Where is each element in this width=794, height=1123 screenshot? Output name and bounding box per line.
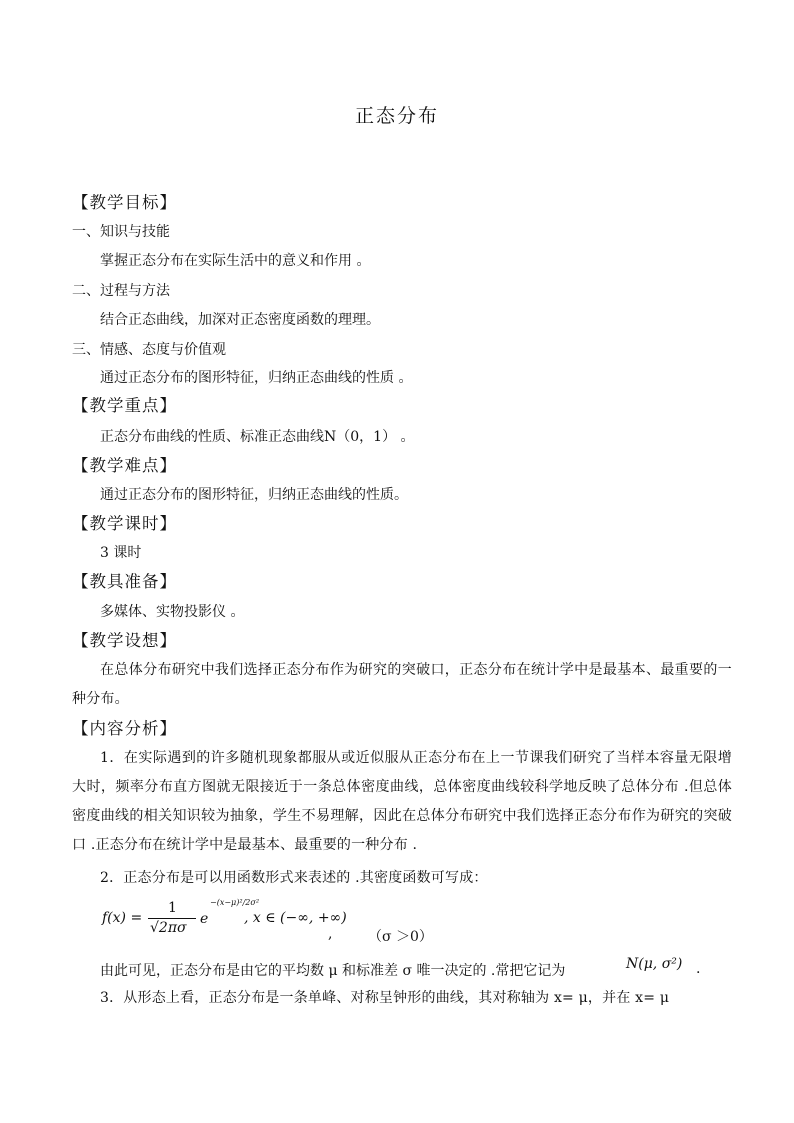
difficult-heading: 【教学难点】 bbox=[72, 456, 177, 475]
notation-period: . bbox=[696, 961, 701, 977]
formula-numerator: 1 bbox=[168, 900, 177, 916]
goal2-text: 结合正态曲线，加深对正态密度函数的理理。 bbox=[100, 312, 380, 328]
analysis-paragraph-4: 3．从形态上看，正态分布是一条单峰、对称呈钟形的曲线，其对称轴为 x= μ，并在 x= μ bbox=[100, 990, 670, 1006]
formula-domain: , x ∈ (−∞, +∞) bbox=[244, 910, 347, 926]
goal2-title: 二、过程与方法 bbox=[72, 283, 170, 299]
goals-heading: 【教学目标】 bbox=[72, 193, 177, 212]
document-title: 正态分布 bbox=[354, 105, 439, 127]
key-heading: 【教学重点】 bbox=[72, 396, 177, 415]
density-formula bbox=[100, 896, 520, 946]
formula-comma: , bbox=[328, 926, 333, 942]
goal1-text: 掌握正态分布在实际生活中的意义和作用 。 bbox=[100, 253, 371, 269]
formula-denominator: √2πσ bbox=[150, 920, 187, 936]
formula-exponent: −(x−μ)²/2σ² bbox=[210, 898, 260, 907]
hours-text: 3 课时 bbox=[100, 545, 142, 561]
tools-text: 多媒体、实物投影仪 。 bbox=[100, 604, 245, 620]
analysis-paragraph-3: 由此可见，正态分布是由它的平均数 μ 和标准差 σ 唯一决定的 .常把它记为 bbox=[100, 963, 566, 979]
formula-condition: （σ ＞0） bbox=[368, 929, 433, 945]
formula-lhs: f(x) = bbox=[102, 910, 143, 926]
hours-heading: 【教学课时】 bbox=[72, 514, 177, 533]
tools-heading: 【教具准备】 bbox=[72, 572, 177, 591]
key-text: 正态分布曲线的性质、标准正态曲线N（0，1） 。 bbox=[100, 429, 415, 445]
formula-e: e bbox=[200, 911, 209, 927]
design-text: 在总体分布研究中我们选择正态分布作为研究的突破口，正态分布在统计学中是最基本、最重要的一种分布。 bbox=[72, 662, 732, 707]
analysis-paragraph-1: 1．在实际遇到的许多随机现象都服从或近似服从正态分布在上一节课我们研究了当样本容量无限增大时，频率分布直方图就无限接近于一条总体密度曲线，总体密度曲线较科学地反映了总体分布 .但总体密度曲线的相关知识较为抽象，学生不易理解，因此在总体分布研究中我们选择正态分布作为研究的突破口 .正态分布在统计学中是最基本、最重要的一种分布 . bbox=[72, 750, 732, 853]
design-heading: 【教学设想】 bbox=[72, 631, 177, 650]
normal-notation: N(μ, σ²) bbox=[626, 956, 683, 972]
analysis-paragraph-2: 2．正态分布是可以用函数形式来表述的 .其密度函数可写成： bbox=[100, 870, 488, 886]
difficult-text: 通过正态分布的图形特征，归纳正态曲线的性质。 bbox=[100, 487, 408, 503]
analysis-heading: 【内容分析】 bbox=[72, 719, 177, 738]
goal3-text: 通过正态分布的图形特征，归纳正态曲线的性质 。 bbox=[100, 370, 413, 386]
fraction-bar bbox=[148, 918, 196, 919]
goal3-title: 三、情感、态度与价值观 bbox=[72, 342, 226, 358]
goal1-title: 一、知识与技能 bbox=[72, 224, 170, 240]
